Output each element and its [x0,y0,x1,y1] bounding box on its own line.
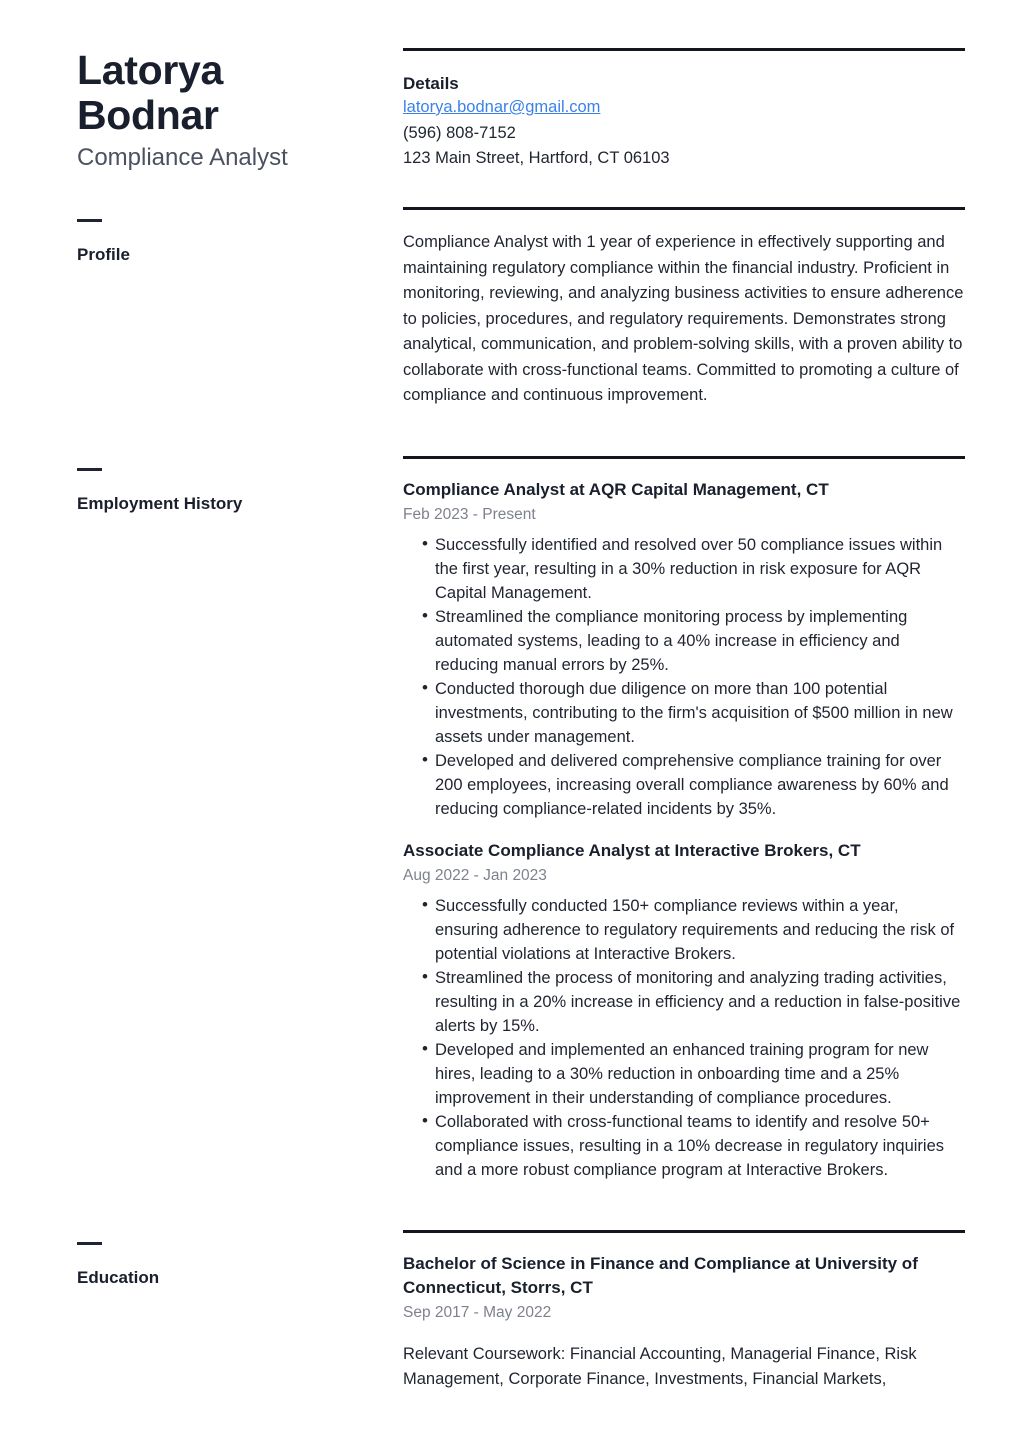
phone-line: (596) 808-7152 [403,123,516,142]
details-divider [403,48,965,51]
address-line: 123 Main Street, Hartford, CT 06103 [403,149,670,167]
employment-entry-title: Associate Compliance Analyst at Interactive Brokers, CT [403,840,861,860]
education-section [0,1230,1024,1393]
education-section-label: Education [77,1267,160,1287]
education-entry-title: Bachelor of Science in Finance and Compliance at University of Connecticut, Storrs, CT [403,1253,918,1297]
employment-section-label: Employment History [77,493,243,513]
education-entry [403,1252,965,1393]
list-item: • Successfully identified and resolved over 50 compliance issues within the first year, resulting in a 30% reduction in risk exposure for AQR Capital Management. [403,533,965,605]
education-divider [403,1230,965,1233]
list-item: • Successfully conducted 150+ compliance reviews within a year, ensuring adherence to regulatory requirements and reducing the risk of potential violations at Interactive Brokers. [403,894,965,966]
employment-entry-bullets [403,894,965,1182]
profile-section [0,207,1024,409]
education-label-block [77,1230,403,1289]
list-item: • Streamlined the process of monitoring and analyzing trading activities, resulting in a 20% increase in efficiency and a reduction in false-positive alerts by 15%. [403,966,965,1038]
email-link[interactable]: latorya.bodnar@gmail.com [403,98,601,116]
education-entry-date: Sep 2017 - May 2022 [403,1303,552,1321]
details-heading: Details [403,74,459,93]
profile-section-label: Profile [77,245,130,264]
last-name: Bodnar [77,92,219,138]
employment-label-block [77,456,403,515]
education-content [403,1230,965,1393]
profile-content [403,207,965,409]
email-line [403,95,965,121]
first-name: Latorya [77,47,224,93]
list-item: • Developed and delivered comprehensive compliance training for over 200 employees, increasing overall compliance awareness by 60% and reducing compliance-related incidents by 35%. [403,749,965,821]
employment-divider [403,456,965,459]
section-dash-icon [77,1242,102,1245]
profile-text: Compliance Analyst with 1 year of experience in effectively supporting and maintaining regulatory compliance within the financial industry. Proficient in monitoring, reviewing, and analyzing business activities to ensure adherence to policies, procedures, and regulatory requirements. Demonstrates strong analytical, communication, and problem-solving skills, with a proven ability to collaborate with cross-functional teams. Committed to promoting a culture of compliance and continuous improvement. [403,233,964,404]
employment-entry-bullets [403,533,965,821]
details-section [403,48,965,172]
list-item: • Conducted thorough due diligence on more than 100 potential investments, contributing to the firm's acquisition of $500 million in new assets under management. [403,677,965,749]
employment-entry [403,839,965,1182]
header-section [0,0,1024,175]
employment-content [403,456,965,1182]
list-item: • Collaborated with cross-functional teams to identify and resolve 50+ compliance issues, resulting in a 10% decrease in regulatory inquiries and a more robust compliance program at Interactive Brokers. [403,1110,965,1182]
employment-entry [403,478,965,821]
section-dash-icon [77,219,102,222]
employment-section [0,456,1024,1182]
section-dash-icon [77,468,102,471]
list-item: • Developed and implemented an enhanced training program for new hires, leading to a 30% reduction in onboarding time and a 25% improvement in their understanding of compliance procedures. [403,1038,965,1110]
header-identity [77,48,403,175]
professional-title: Compliance Analyst [77,144,288,171]
employment-entry-title: Compliance Analyst at AQR Capital Management, CT [403,479,829,499]
employment-entry-date: Aug 2022 - Jan 2023 [403,866,547,884]
employment-entry-date: Feb 2023 - Present [403,505,536,523]
profile-label-block [77,207,403,266]
list-item: • Streamlined the compliance monitoring process by implementing automated systems, leading to a 40% increase in efficiency and reducing manual errors by 25%. [403,605,965,677]
education-entry-description: Relevant Coursework: Financial Accounting, Managerial Finance, Risk Management, Corporate Finance, Investments, Financial Markets, [403,1344,917,1388]
profile-divider [403,207,965,210]
